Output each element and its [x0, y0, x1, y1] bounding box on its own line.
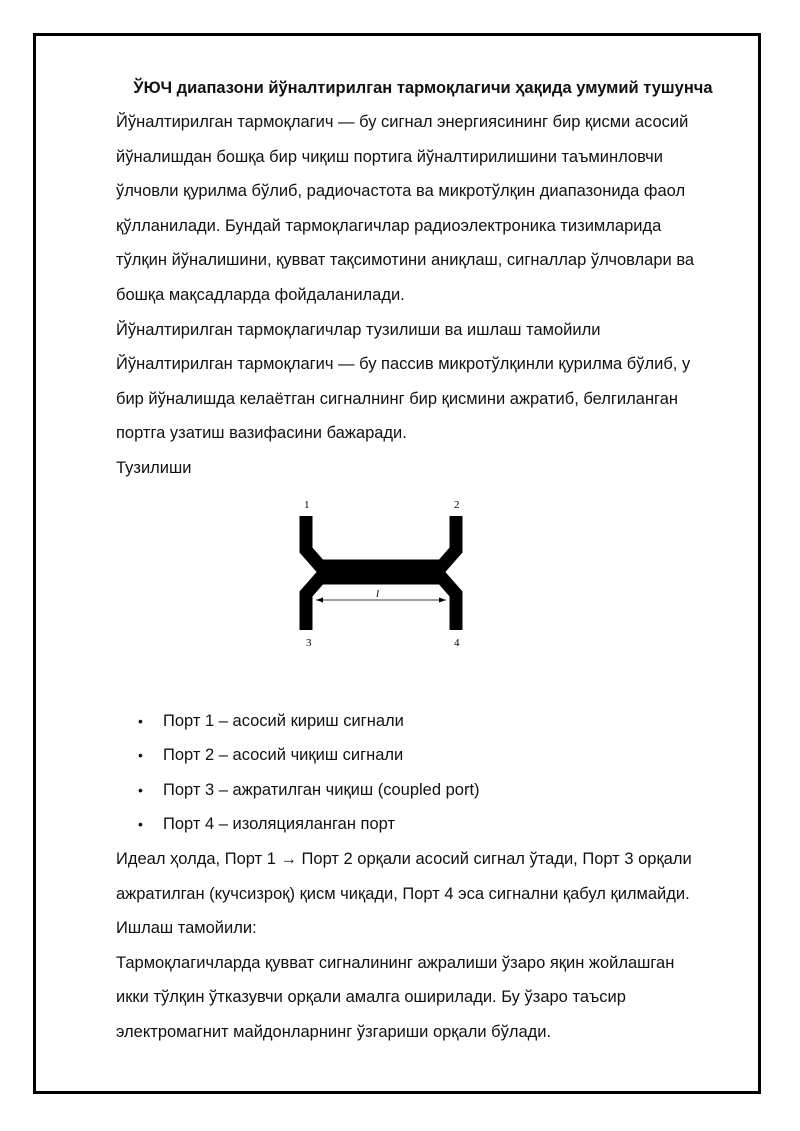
bullet-icon: •	[138, 712, 143, 729]
document-body	[116, 72, 726, 1049]
definition-line: портга узатиш вазифасини бажаради.	[116, 424, 407, 443]
port-item-text: Порт 3 – ажратилган чиқиш (coupled port)	[163, 780, 480, 799]
bullet-icon: •	[138, 816, 143, 833]
port-label-3: 3	[306, 636, 312, 649]
length-arrow-left	[316, 597, 323, 602]
port-item-text: Порт 2 – асосий чиқиш сигнали	[163, 746, 404, 765]
main-line-path	[306, 516, 456, 566]
port-item-text: Порт 1 – асосий кириш сигнали	[163, 711, 404, 730]
document-title: ЎЮЧ диапазони йўналтирилган тармоқлагичи ҳақида умумий тушунча	[133, 79, 713, 97]
port-label-2: 2	[454, 499, 460, 511]
principle-heading: Ишлаш тамойили:	[116, 919, 257, 938]
port-item-text: Порт 4 – изоляцияланган порт	[163, 815, 396, 834]
principle-line: электромагнит майдонларнинг ўзгариши орқали бўлади.	[116, 1022, 552, 1041]
definition-line: Йўналтирилган тармоқлагич — бу пассив микротўлқинли қурилма бўлиб, у	[116, 355, 691, 374]
port-list	[116, 704, 726, 842]
bullet-icon: •	[138, 781, 143, 798]
intro-line: бошқа мақсадларда фойдаланилади.	[116, 285, 405, 304]
section-heading: Йўналтирилган тармоқлагичлар тузилиши ва ишлаш тамойили	[116, 320, 601, 339]
intro-line: йўналишдан бошқа бир чиқиш портига йўналтирилишини таъминловчи	[116, 147, 663, 166]
intro-line: қўлланилади. Бундай тармоқлагичлар радиоэлектроника тизимларида	[116, 216, 662, 235]
length-arrow-right	[439, 597, 446, 602]
ideal-line: ажратилган (кучсизроқ) қисм чиқади, Порт 4 эса сигнални қабул қилмайди.	[116, 884, 690, 903]
list-item	[116, 738, 726, 773]
port-label-1: 1	[304, 499, 310, 511]
principle-line: икки тўлқин ўтказувчи орқали амалга оширилади. Бу ўзаро таъсир	[116, 988, 626, 1007]
list-item	[116, 773, 726, 808]
coupler-diagram	[116, 486, 726, 696]
definition-line: бир йўналишда келаётган сигналнинг бир қисмини ажратиб, белгиланган	[116, 389, 678, 408]
principle-line: Тармоқлагичларда қувват сигналининг ажралиши ўзаро яқин жойлашган	[116, 953, 675, 972]
coupled-line-path	[306, 578, 456, 630]
list-item	[116, 807, 726, 842]
intro-line: тўлқин йўналишини, қувват тақсимотини аниқлаш, сигналлар ўлчовлари ва	[116, 251, 695, 270]
list-item	[116, 704, 726, 739]
length-label: l	[376, 587, 380, 600]
intro-line: ўлчовли қурилма бўлиб, радиочастота ва микротўлқин диапазонида фаол	[116, 182, 686, 201]
port-label-4: 4	[454, 636, 460, 649]
intro-line: Йўналтирилган тармоқлагич — бу сигнал энергиясининг бир қисми асосий	[116, 113, 689, 131]
bullet-icon: •	[138, 747, 143, 764]
directional-coupler-figure	[296, 500, 476, 660]
structure-label: Тузилиши	[116, 458, 192, 477]
ideal-line: Идеал ҳолда, Порт 1 → Порт 2 орқали асосий сигнал ўтади, Порт 3 орқали	[116, 849, 692, 868]
